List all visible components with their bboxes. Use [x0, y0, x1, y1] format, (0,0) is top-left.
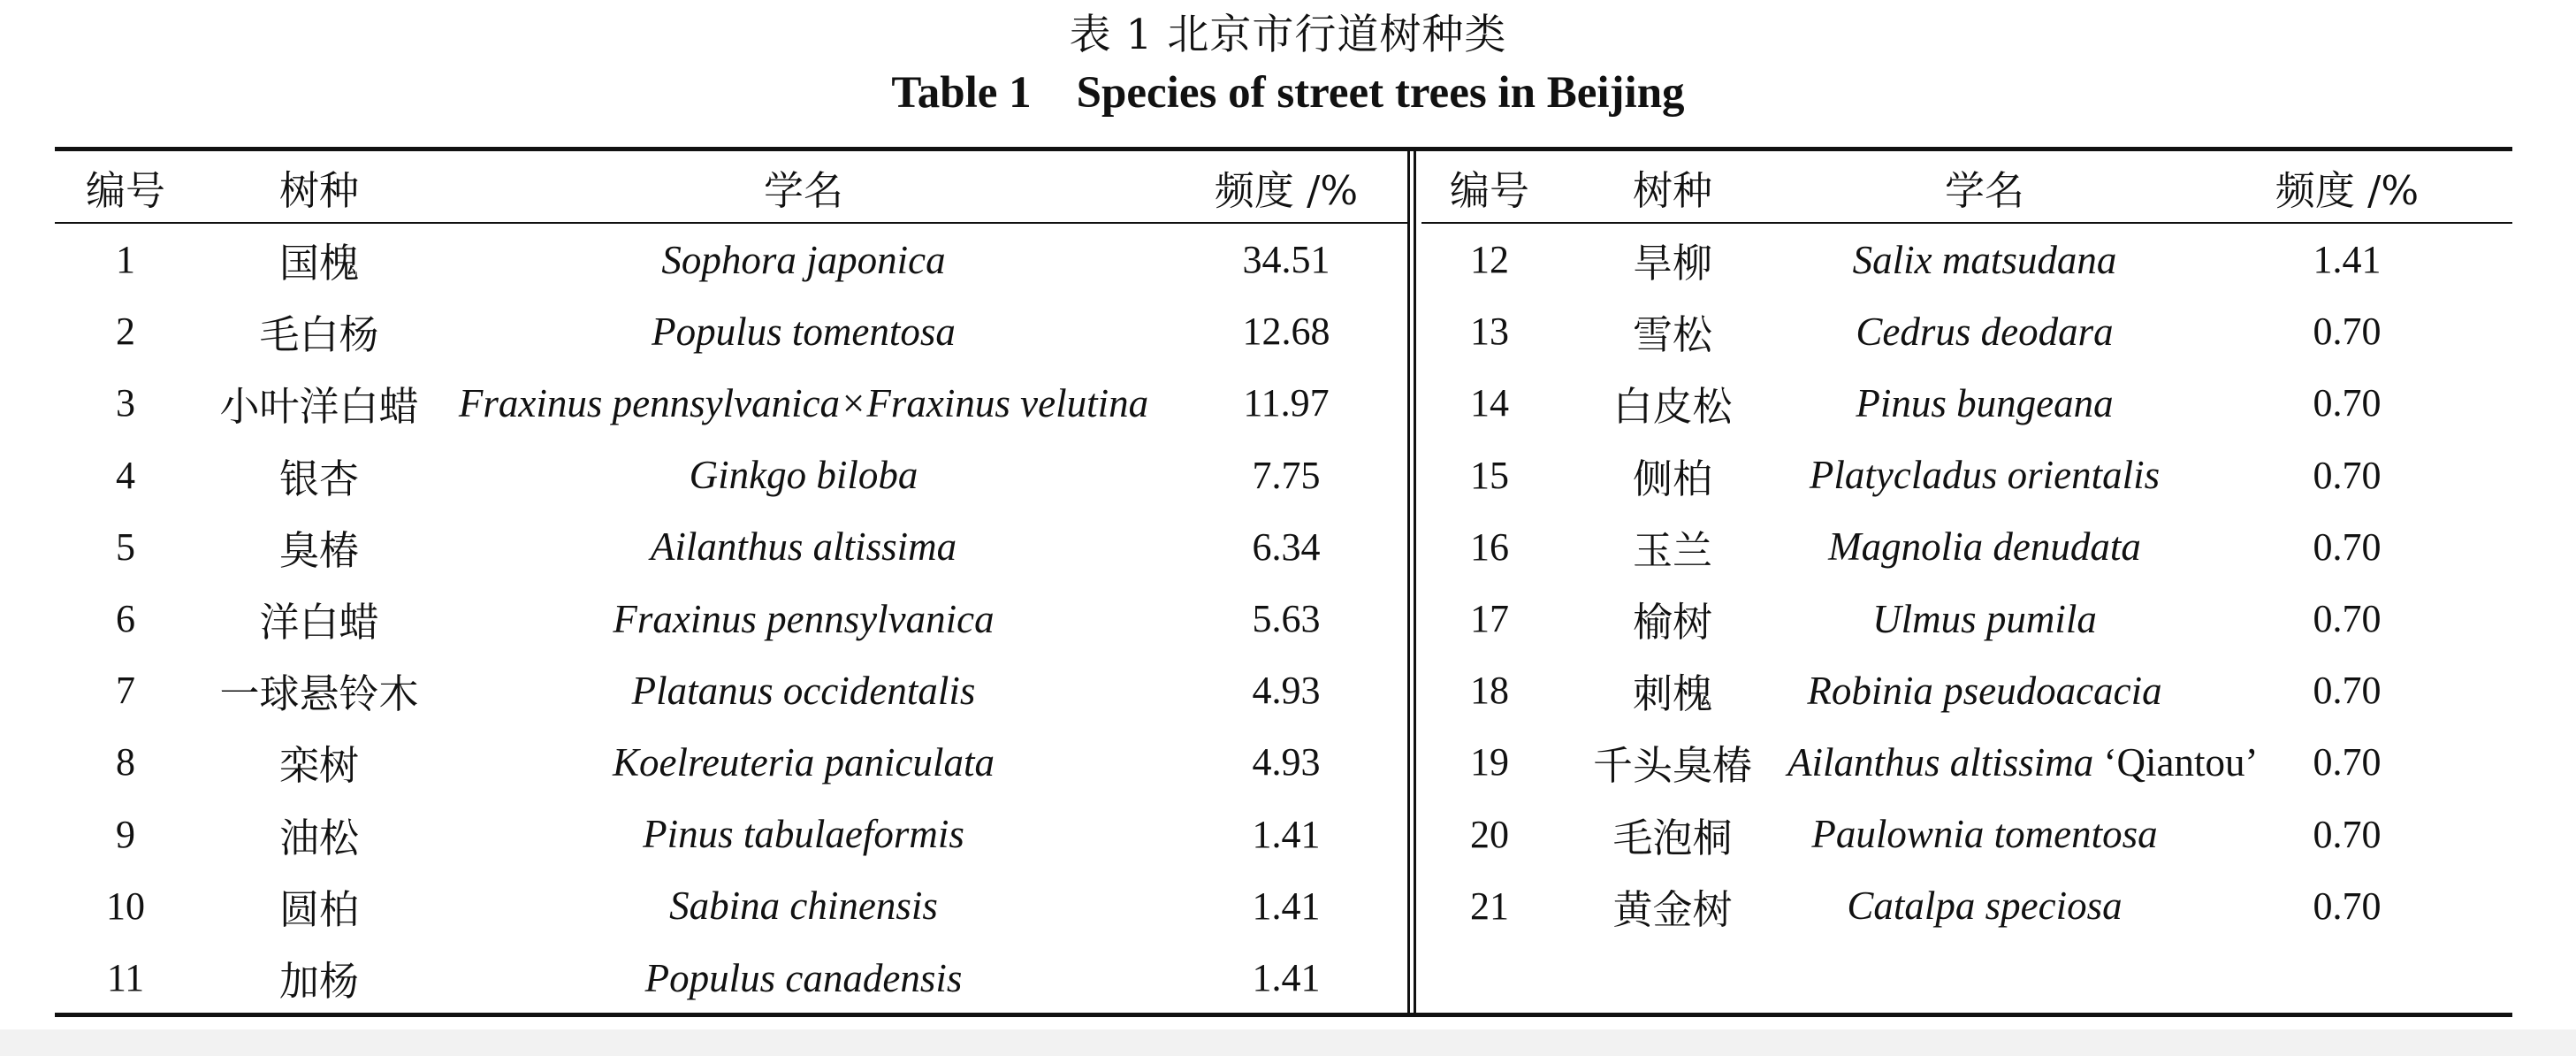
cell-number: 1	[116, 238, 135, 281]
cell-species: 旱柳	[1632, 240, 1712, 287]
header-number: 编号	[1449, 166, 1529, 214]
table-row	[1421, 367, 2512, 439]
cell-frequency: 1.41	[2313, 238, 2382, 281]
cell-scientific-name	[442, 380, 1165, 426]
scientific-name-text: Sabina chinensis	[669, 884, 938, 929]
table-row	[1421, 295, 2512, 367]
cell-frequency: 0.70	[2313, 812, 2382, 856]
cell-scientific-name	[1787, 596, 2182, 642]
cell-scientific-name	[1787, 524, 2182, 570]
cell-species: 国槐	[278, 240, 359, 287]
scientific-name-text: Pinus bungeana	[1856, 380, 2114, 425]
cell-scientific-name	[1787, 739, 2259, 785]
cell-frequency: 5.63	[1252, 597, 1321, 640]
scientific-name-text: Paulownia tomentosa	[1811, 812, 2158, 857]
cell-frequency: 6.34	[1252, 524, 1321, 569]
cell-scientific-name	[442, 668, 1165, 714]
cell-number: 6	[116, 597, 135, 640]
cell-frequency: 7.75	[1252, 453, 1321, 497]
cell-number: 10	[106, 884, 145, 928]
scientific-name-text: Populus canadensis	[644, 955, 963, 1000]
cell-scientific-name	[1787, 668, 2182, 714]
cell-frequency: 0.70	[2313, 524, 2382, 569]
cell-species: 黄金树	[1612, 885, 1733, 933]
cell-species: 千头臭椿	[1592, 742, 1752, 790]
cell-frequency: 1.41	[1252, 884, 1321, 928]
table-row	[1421, 726, 2512, 798]
cell-number: 5	[116, 524, 135, 569]
header-scientific-name: 学名	[763, 166, 843, 214]
cell-species: 圆柏	[278, 885, 359, 933]
cell-number: 20	[1470, 812, 1509, 856]
table-row	[55, 726, 1407, 798]
table-title-chinese: 表 1 北京市行道树种类	[1069, 11, 1507, 59]
scientific-name-text: Platycladus orientalis	[1809, 453, 2161, 498]
cell-frequency: 0.70	[2313, 597, 2382, 640]
cell-number: 18	[1470, 669, 1509, 713]
scientific-name-text: Populus tomentosa	[652, 309, 956, 354]
scientific-name-text: Ailanthus altissima	[650, 524, 957, 570]
column-divider-double-line	[1407, 151, 1416, 1013]
table-row	[55, 799, 1407, 870]
cell-number: 15	[1470, 453, 1509, 497]
cell-species: 榆树	[1632, 599, 1712, 646]
cell-scientific-name	[442, 883, 1165, 929]
header-species: 树种	[1632, 166, 1712, 214]
cell-species: 银杏	[278, 455, 359, 502]
scientific-name-text: Koelreuteria paniculata	[612, 739, 995, 784]
table-title-english: Table 1 Species of street trees in Beijing	[891, 68, 1685, 118]
cell-number: 16	[1470, 524, 1509, 569]
scientific-name-text: Salix matsudana	[1852, 237, 2117, 282]
cell-species: 雪松	[1632, 311, 1712, 359]
cell-scientific-name	[442, 524, 1165, 570]
cell-frequency: 0.70	[2313, 884, 2382, 928]
table-row	[55, 870, 1407, 942]
cell-frequency: 1.41	[1252, 956, 1321, 999]
scientific-name-text: Fraxinus pennsylvanica	[613, 596, 995, 641]
table-right-half	[1421, 151, 2512, 1013]
table-row	[1421, 799, 2512, 870]
cell-species: 侧柏	[1632, 455, 1712, 502]
cell-frequency: 12.68	[1242, 310, 1330, 354]
scientific-name-text: Sophora japonica	[661, 237, 946, 282]
cell-number: 11	[106, 956, 145, 999]
cell-scientific-name	[1787, 237, 2182, 283]
cell-frequency: 34.51	[1242, 238, 1330, 281]
cell-frequency: 4.93	[1252, 740, 1321, 784]
scientific-name-text: Robinia pseudoacacia	[1807, 668, 2162, 713]
cell-scientific-name	[1787, 452, 2182, 498]
scientific-name-text: Ulmus pumila	[1872, 596, 2097, 641]
table-row	[1421, 654, 2512, 726]
cell-species: 栾树	[278, 742, 359, 790]
species-table	[55, 147, 2512, 1017]
cell-number: 13	[1470, 310, 1509, 354]
cell-frequency: 1.41	[1252, 812, 1321, 856]
cell-number: 8	[116, 740, 135, 784]
page-bottom-strip	[0, 1029, 2576, 1056]
cell-scientific-name	[1787, 380, 2182, 426]
cell-number: 2	[116, 310, 135, 354]
cell-number: 4	[116, 453, 135, 497]
table-row	[1421, 224, 2512, 295]
cell-species: 加杨	[278, 958, 359, 1005]
cell-scientific-name	[442, 811, 1165, 857]
cell-species: 一球悬铃木	[219, 670, 419, 718]
header-scientific-name: 学名	[1944, 166, 2024, 214]
scientific-name-text: Fraxinus pennsylvanica×Fraxinus velutina	[458, 380, 1149, 425]
scientific-name-text: Cedrus deodara	[1856, 309, 2114, 354]
table-header-row	[1421, 151, 2512, 224]
table-row	[1421, 870, 2512, 942]
table-row	[55, 654, 1407, 726]
scientific-name-text: Pinus tabulaeformis	[643, 812, 964, 857]
table-row	[55, 511, 1407, 583]
cell-species: 玉兰	[1632, 526, 1712, 574]
cell-species: 毛白杨	[259, 311, 379, 359]
cell-scientific-name	[442, 739, 1165, 785]
scientific-name-text: Platanus occidentalis	[631, 668, 976, 713]
cell-number: 19	[1470, 740, 1509, 784]
cell-frequency: 4.93	[1252, 669, 1321, 713]
table-row	[1421, 511, 2512, 583]
cell-frequency: 0.70	[2313, 453, 2382, 497]
table-row	[1421, 440, 2512, 511]
header-frequency: 频度 /%	[2275, 166, 2420, 214]
scientific-name-text: Catalpa speciosa	[1847, 884, 2123, 929]
table-row	[55, 295, 1407, 367]
cell-number: 21	[1470, 884, 1509, 928]
cell-scientific-name	[442, 596, 1165, 642]
cell-frequency: 0.70	[2313, 669, 2382, 713]
table-row	[55, 440, 1407, 511]
cell-species: 刺槐	[1632, 670, 1712, 718]
cell-number: 17	[1470, 597, 1509, 640]
cell-number: 3	[116, 381, 135, 425]
table-row	[55, 224, 1407, 295]
cell-number: 14	[1470, 381, 1509, 425]
cell-species: 洋白蜡	[259, 599, 379, 646]
table-row	[55, 583, 1407, 654]
cell-scientific-name	[442, 309, 1165, 355]
cell-number: 12	[1470, 238, 1509, 281]
cell-scientific-name	[442, 237, 1165, 283]
scientific-name-text: Ailanthus altissima	[1787, 739, 2094, 784]
header-species: 树种	[278, 166, 359, 214]
cell-scientific-name	[1787, 811, 2182, 857]
cell-number: 7	[116, 669, 135, 713]
cell-species: 臭椿	[278, 526, 359, 574]
table-header-row	[55, 151, 1407, 224]
cell-species: 小叶洋白蜡	[219, 383, 419, 431]
cell-scientific-name	[442, 452, 1165, 498]
cell-scientific-name	[1787, 309, 2182, 355]
cell-scientific-name	[1787, 883, 2182, 929]
cell-frequency: 0.70	[2313, 310, 2382, 354]
cell-species: 毛泡桐	[1612, 814, 1733, 861]
cell-frequency: 0.70	[2313, 381, 2382, 425]
table-row	[55, 942, 1407, 1014]
cell-scientific-name	[442, 955, 1165, 1001]
cell-species: 白皮松	[1612, 383, 1733, 431]
table-row	[55, 367, 1407, 439]
header-frequency: 频度 /%	[1214, 166, 1359, 214]
cell-number: 9	[116, 812, 135, 856]
header-number: 编号	[85, 166, 165, 214]
table-left-half	[55, 151, 1407, 1013]
scientific-name-text: Magnolia denudata	[1828, 524, 2141, 570]
cultivar-name-text: ‘Qiantou’	[2103, 739, 2259, 784]
table-caption	[0, 5, 2576, 120]
cell-species: 油松	[278, 814, 359, 861]
cell-frequency: 11.97	[1243, 381, 1330, 425]
table-row	[1421, 583, 2512, 654]
scientific-name-text: Ginkgo biloba	[689, 453, 918, 498]
cell-frequency: 0.70	[2313, 740, 2382, 784]
